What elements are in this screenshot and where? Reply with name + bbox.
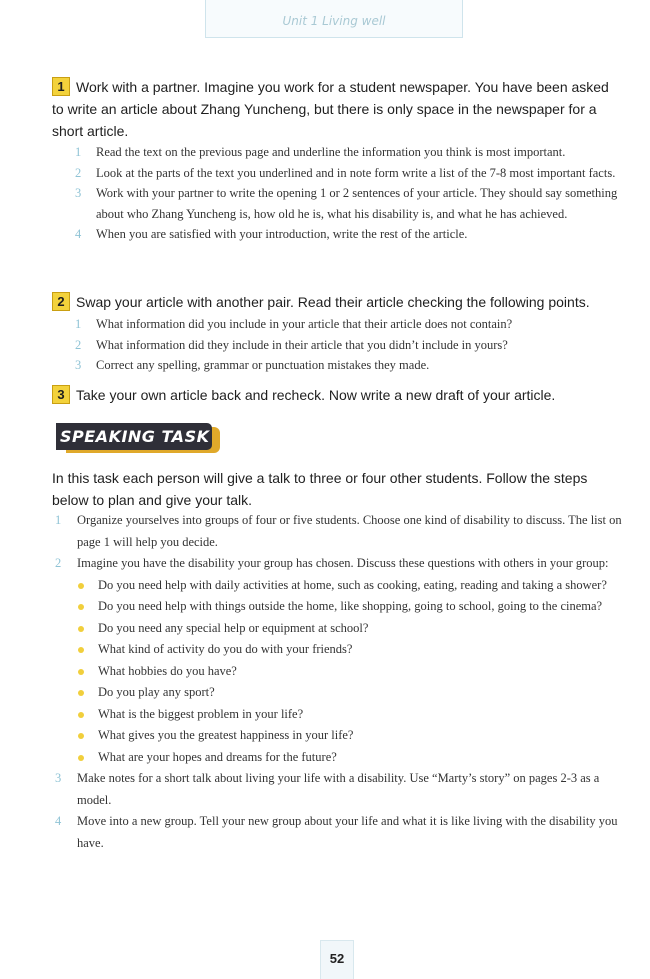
step-item: 2 Look at the parts of the text you underlined and in note form write a list of the 7-8 most important facts. <box>75 165 616 180</box>
exercise-3 <box>52 384 622 406</box>
step-item: 4 Move into a new group. Tell your new group about your life and what it is like living with the disability you have. <box>55 814 618 850</box>
question-item: What hobbies do you have? <box>76 661 625 683</box>
bullet-dot <box>78 733 84 739</box>
question-item: What kind of activity do you do with your friends? <box>76 639 625 661</box>
question-item: Do you play any sport? <box>76 682 625 704</box>
question-item: Do you need help with things outside the home, like shopping, going to school, going to the cinema? <box>76 596 625 618</box>
bullet-dot <box>78 755 84 761</box>
exercise-1-text: Work with a partner. Imagine you work for a student newspaper. You have been asked to write an article about Zhang Yuncheng, but there is only space in the newspaper for a short article. <box>52 79 609 139</box>
bullet-dot <box>78 712 84 718</box>
question-item: Do you need help with daily activities at home, such as cooking, eating, reading and taking a shower? <box>76 575 625 597</box>
step-item: 3 Make notes for a short talk about living your life with a disability. Use “Marty’s story” on pages 2-3 as a model. <box>55 771 600 807</box>
step-item: 3 Work with your partner to write the opening 1 or 2 sentences of your article. They should say something about who Zhang Yuncheng is, how old he is, what his disability is, and what he has achieved. <box>75 186 618 221</box>
step-item: 1 Read the text on the previous page and underline the information you think is most important. <box>75 145 566 159</box>
bullet-dot <box>78 669 84 675</box>
exercise-3-text: Take your own article back and recheck. Now write a new draft of your article. <box>76 387 556 403</box>
exercise-number-badge: 1 <box>52 77 70 96</box>
speaking-task-title: SPEAKING TASK <box>60 427 210 446</box>
question-item: What is the biggest problem in your life? <box>76 704 625 726</box>
exercise-2-text: Swap your article with another pair. Read their article checking the following points. <box>76 294 590 310</box>
speaking-task-intro: In this task each person will give a talk to three or four other students. Follow the steps below to plan and give your talk. <box>52 470 588 508</box>
exercise-1-steps <box>72 142 622 245</box>
bullet-dot <box>78 690 84 696</box>
bullet-dot <box>78 604 84 610</box>
bullet-dot <box>78 647 84 653</box>
exercise-1 <box>52 76 622 142</box>
unit-title: Unit 1 Living well <box>282 14 386 28</box>
exercise-number-badge: 3 <box>52 385 70 404</box>
exercise-2 <box>52 291 622 313</box>
step-item: 3 Correct any spelling, grammar or punctuation mistakes they made. <box>75 358 430 372</box>
exercise-number-badge: 2 <box>52 292 70 311</box>
speaking-task-steps <box>53 510 625 854</box>
speaking-task-banner <box>56 423 220 454</box>
page-number: 52 <box>320 940 354 979</box>
question-list <box>53 575 625 769</box>
step-item: 1 Organize yourselves into groups of four or five students. Choose one kind of disability to discuss. The list on page 1 will help you decide. <box>55 513 622 549</box>
question-item: Do you need any special help or equipment at school? <box>76 618 625 640</box>
unit-header <box>205 0 463 38</box>
bullet-dot <box>78 626 84 632</box>
exercise-2-steps <box>72 314 622 376</box>
question-item: What are your hopes and dreams for the future? <box>76 747 625 769</box>
step-item: 2 What information did they include in their article that you didn’t include in yours? <box>75 337 508 352</box>
bullet-dot <box>78 583 84 589</box>
step-item: 1 What information did you include in your article that their article does not contain? <box>75 317 513 331</box>
question-item: What gives you the greatest happiness in your life? <box>76 725 625 747</box>
step-item: 2 Imagine you have the disability your group has chosen. Discuss these questions with others in your group: <box>55 556 609 570</box>
step-item: 4 When you are satisfied with your introduction, write the rest of the article. <box>75 227 468 241</box>
